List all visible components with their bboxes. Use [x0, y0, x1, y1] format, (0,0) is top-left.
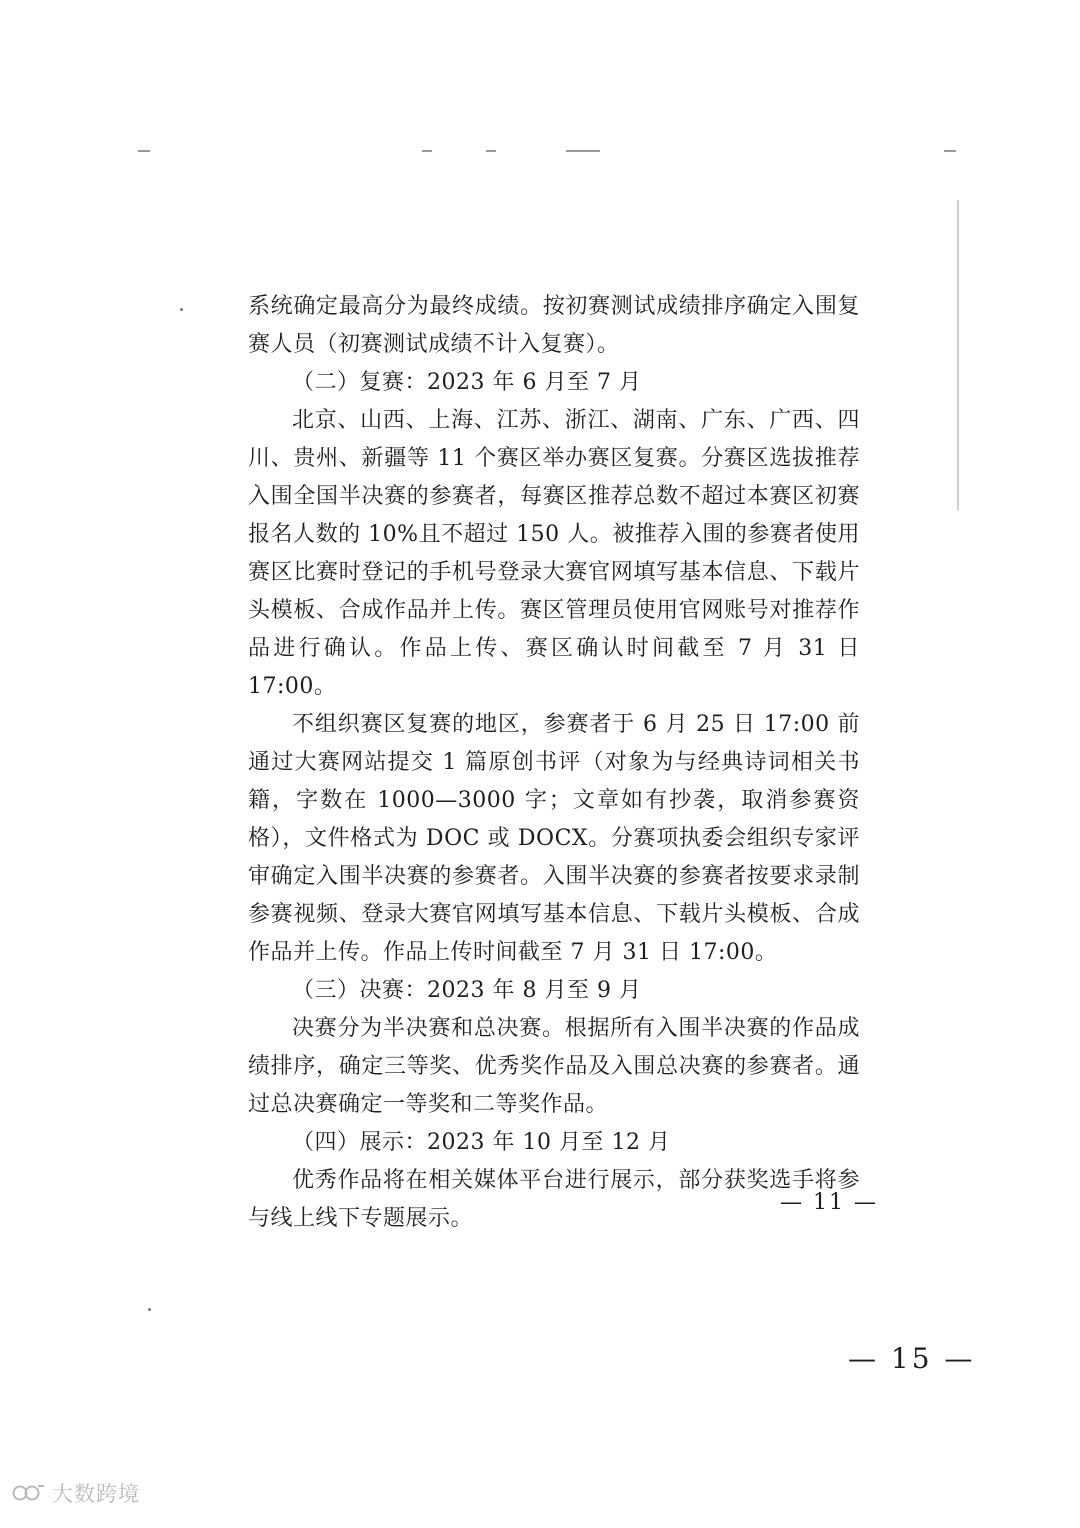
scan-speck — [148, 1308, 151, 1311]
paragraph-showcase: 优秀作品将在相关媒体平台进行展示，部分获奖选手将参与线上线下专题展示。 — [248, 1168, 860, 1231]
paragraph-final: 决赛分为半决赛和总决赛。根据所有入围半决赛的作品成绩排序，确定三等奖、优秀奖作品及入围总决赛的参赛者。通过总决赛确定一等奖和二等奖作品。 — [248, 1016, 860, 1117]
watermark-text: 大数跨境 — [52, 1482, 140, 1506]
paragraph-no-rematch: 不组织赛区复赛的地区，参赛者于 6 月 25 日 17:00 前通过大赛网站提交 1 篇原创书评（对象为与经典诗词相关书籍，字数在 1000—3000 字；文章如有抄袭，取消参赛资格），文件格式为 DOC 或 DOCX。分赛项执委会组织专家评审确定入围半决赛的参赛者。入围半决赛的参赛者按要求录制参赛视频、登录大赛官网填写基本信息、下载片头模板、合成作品并上传。作品上传时间截至 7 月 31 日 17:00。 — [248, 712, 860, 965]
section-heading-final: （三）决赛：2023 年 8 月至 9 月 — [292, 978, 642, 1003]
scan-mark — [486, 150, 496, 152]
section-heading-showcase: （四）展示：2023 年 10 月至 12 月 — [292, 1130, 671, 1155]
scan-mark — [422, 150, 432, 152]
scan-mark — [566, 150, 600, 152]
page-number-inner: — 11 — — [780, 1190, 878, 1215]
paragraph-rematch-regions: 北京、山西、上海、江苏、浙江、湖南、广东、广西、四川、贵州、新疆等 11 个赛区举办赛区复赛。分赛区选拔推荐入围全国半决赛的参赛者，每赛区推荐总数不超过本赛区初赛报名人数的 10%且不超过 150 人。被推荐入围的参赛者使用赛区比赛时登记的手机号登录大赛官网填写基本信息、下载片头模板、合成作品并上传。赛区管理员使用官网账号对推荐作品进行确认。作品上传、赛区确认时间截至 7 月 31 日 17:00。 — [248, 408, 860, 699]
scan-mark — [138, 150, 150, 152]
scan-speck — [180, 308, 183, 311]
section-heading-rematch: （二）复赛：2023 年 6 月至 7 月 — [292, 370, 642, 395]
brand-logo-icon — [12, 1480, 46, 1506]
document-body — [248, 288, 860, 1238]
paragraph-1: 系统确定最高分为最终成绩。按初赛测试成绩排序确定入围复赛人员（初赛测试成绩不计入复赛）。 — [248, 294, 860, 357]
scan-edge-line — [957, 200, 959, 510]
watermark — [12, 1478, 140, 1508]
scan-mark — [944, 150, 956, 152]
page-number-outer: — 15 — — [848, 1342, 976, 1375]
